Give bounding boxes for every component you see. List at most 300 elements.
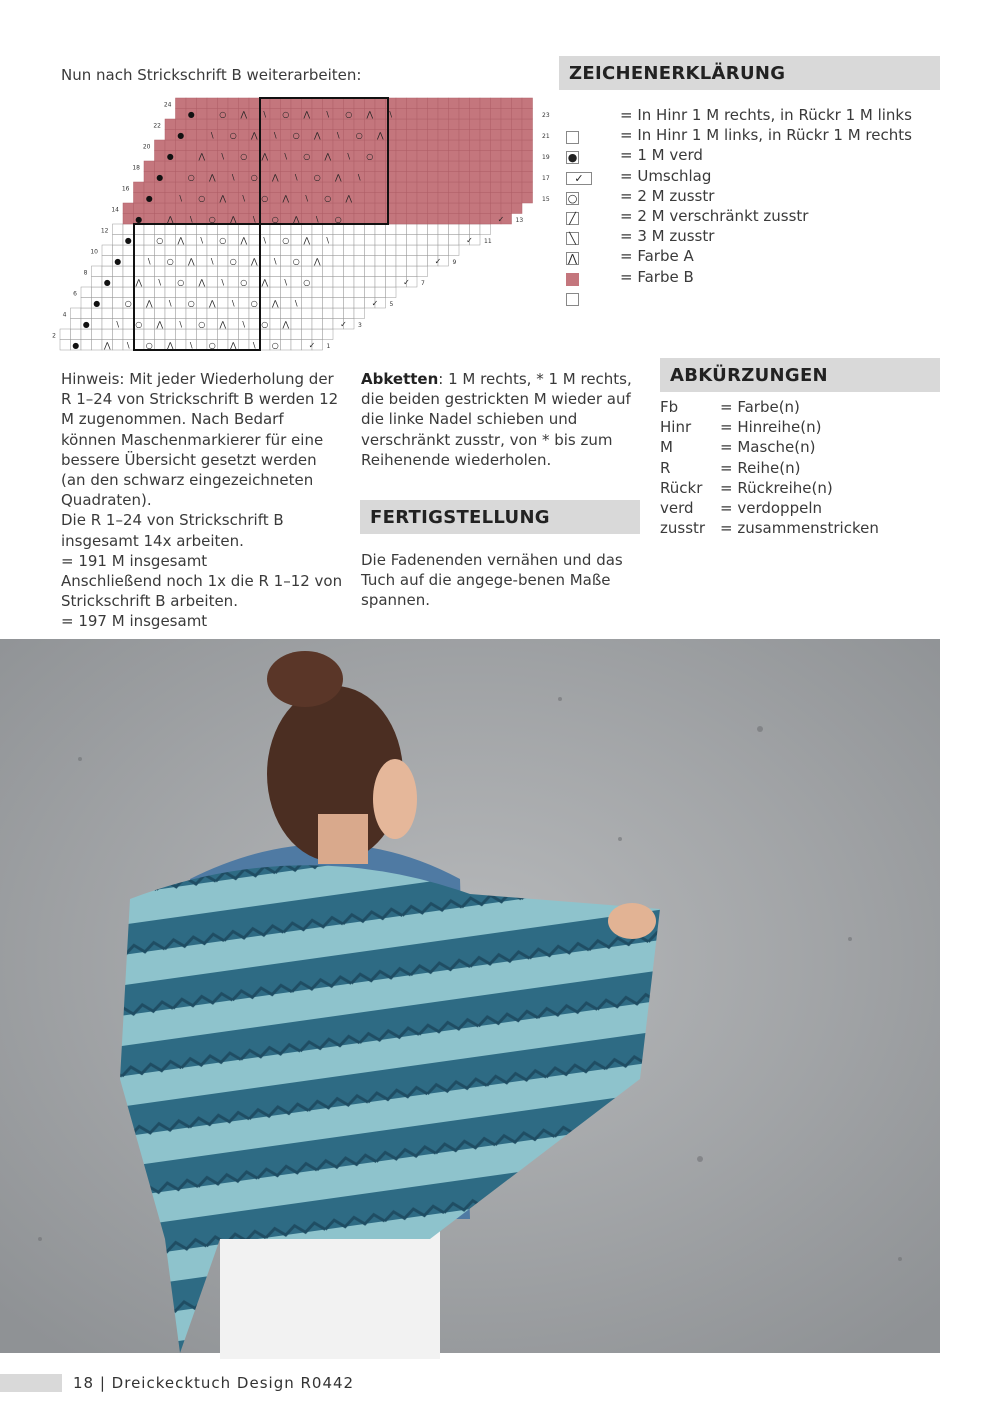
chart-cell: [417, 119, 428, 130]
chart-cell: [428, 245, 439, 256]
chart-cell: [123, 319, 134, 330]
chart-cell: [365, 277, 376, 288]
chart-cell: [312, 235, 323, 246]
chart-cell: [470, 119, 481, 130]
chart-cell: [291, 182, 302, 193]
chart-stitch-symbol: \: [210, 131, 214, 140]
chart-stitch-symbol: ●: [177, 131, 185, 140]
chart-cell: [165, 203, 176, 214]
footer-text: 18 | Dreickecktuch Design R0442: [73, 1374, 355, 1392]
abbr-definition: = Masche(n): [720, 438, 816, 457]
chart-cell: [281, 214, 292, 225]
legend-text: = In Hinr 1 M links, in Rückr 1 M rechts: [620, 126, 912, 145]
chart-cell: [270, 329, 281, 340]
chart-row-label: 1: [326, 343, 331, 350]
chart-cell: [449, 235, 460, 246]
chart-cell: [113, 308, 124, 319]
chart-stitch-symbol: ●: [135, 215, 143, 224]
chart-cell: [354, 193, 365, 204]
chart-cell: [291, 203, 302, 214]
chart-row-label: 19: [542, 154, 550, 161]
chart-cell: [155, 140, 166, 151]
chart-cell: [218, 308, 229, 319]
chart-cell: [239, 203, 250, 214]
chart-cell: [291, 235, 302, 246]
chart-cell: [396, 193, 407, 204]
chart-cell: [113, 224, 124, 235]
chart-cell: [176, 298, 187, 309]
chart-cell: [155, 214, 166, 225]
chart-cell: [218, 266, 229, 277]
chart-cell: [134, 245, 145, 256]
chart-cell: [480, 172, 491, 183]
chart-cell: [470, 193, 481, 204]
chart-cell: [102, 287, 113, 298]
chart-cell: [480, 151, 491, 162]
chart-stitch-symbol: ⋀: [324, 152, 332, 161]
chart-stitch-symbol: \: [200, 236, 204, 245]
chart-cell: [239, 140, 250, 151]
chart-cell: [176, 182, 187, 193]
chart-cell: [312, 329, 323, 340]
chart-cell: [459, 172, 470, 183]
chart-cell: [144, 235, 155, 246]
chart-cell: [134, 308, 145, 319]
chart-cell: [270, 319, 281, 330]
chart-cell: [470, 182, 481, 193]
chart-cell: [291, 224, 302, 235]
chart-cell: [312, 224, 323, 235]
hinweis-line: = 197 M insgesamt: [61, 612, 208, 631]
chart-stitch-symbol: ✓: [308, 341, 316, 350]
chart-stitch-symbol: ○: [187, 299, 195, 308]
chart-cell: [239, 308, 250, 319]
chart-cell: [470, 98, 481, 109]
chart-stitch-symbol: ○: [334, 215, 342, 224]
chart-stitch-symbol: ⋀: [261, 152, 269, 161]
abketten-text: [361, 369, 641, 470]
chart-cell: [144, 308, 155, 319]
chart-cell: [438, 172, 449, 183]
chart-cell: [270, 98, 281, 109]
chart-cell: [176, 329, 187, 340]
chart-cell: [92, 319, 103, 330]
chart-intro: Nun nach Strickschrift B weiterarbeiten:: [61, 66, 362, 84]
chart-cell: [365, 172, 376, 183]
chart-cell: [407, 98, 418, 109]
hinweis-line: bessere Übersicht gesetzt werden: [61, 450, 317, 469]
chart-cell: [207, 161, 218, 172]
chart-cell: [239, 161, 250, 172]
chart-stitch-symbol: ●: [103, 278, 111, 287]
chart-stitch-symbol: ⋀: [208, 299, 216, 308]
chart-stitch-symbol: \: [252, 215, 256, 224]
chart-cell: [375, 119, 386, 130]
chart-cell: [197, 203, 208, 214]
chart-stitch-symbol: ○: [355, 131, 363, 140]
chart-stitch-symbol: ⋀: [271, 299, 279, 308]
chart-cell: [396, 172, 407, 183]
chart-cell: [365, 161, 376, 172]
chart-cell: [312, 119, 323, 130]
chart-stitch-symbol: ○: [229, 131, 237, 140]
chart-cell: [354, 308, 365, 319]
chart-cell: [291, 193, 302, 204]
chart-cell: [470, 203, 481, 214]
chart-cell: [207, 235, 218, 246]
chart-stitch-symbol: ○: [135, 320, 143, 329]
chart-cell: [302, 172, 313, 183]
abketten-line-5: Reihenende wiederholen.: [361, 450, 552, 469]
chart-cell: [449, 172, 460, 183]
chart-cell: [270, 277, 281, 288]
chart-cell: [344, 256, 355, 267]
chart-cell: [228, 140, 239, 151]
chart-cell: [491, 182, 502, 193]
chart-cell: [333, 109, 344, 120]
chart-cell: [123, 266, 134, 277]
chart-cell: [407, 182, 418, 193]
chart-cell: [396, 130, 407, 141]
chart-row-label: 11: [484, 238, 492, 245]
chart-stitch-symbol: \: [347, 152, 351, 161]
chart-stitch-symbol: ○: [303, 152, 311, 161]
chart-stitch-symbol: ⋀: [187, 257, 195, 266]
chart-cell: [459, 151, 470, 162]
abbr-term: R: [660, 458, 671, 477]
chart-stitch-symbol: ○: [156, 236, 164, 245]
chart-cell: [176, 161, 187, 172]
chart-cell: [428, 224, 439, 235]
chart-cell: [501, 98, 512, 109]
chart-cell: [344, 308, 355, 319]
chart-cell: [396, 256, 407, 267]
chart-stitch-symbol: \: [210, 257, 214, 266]
chart-cell: [386, 245, 397, 256]
chart-cell: [92, 308, 103, 319]
chart-stitch-symbol: ⋀: [219, 194, 227, 203]
chart-cell: [270, 235, 281, 246]
chart-stitch-symbol: ⋀: [334, 173, 342, 182]
chart-cell: [407, 214, 418, 225]
chart-cell: [176, 256, 187, 267]
chart-stitch-symbol: \: [273, 131, 277, 140]
chart-cell: [491, 203, 502, 214]
chart-cell: [165, 130, 176, 141]
chart-cell: [344, 98, 355, 109]
chart-cell: [218, 298, 229, 309]
chart-cell: [281, 119, 292, 130]
chart-cell: [354, 98, 365, 109]
chart-cell: [71, 308, 82, 319]
chart-cell: [323, 119, 334, 130]
chart-cell: [470, 224, 481, 235]
chart-cell: [344, 161, 355, 172]
chart-cell: [344, 287, 355, 298]
chart-cell: [333, 235, 344, 246]
chart-cell: [176, 172, 187, 183]
chart-cell: [228, 266, 239, 277]
shawl-photo: [0, 639, 940, 1353]
chart-stitch-symbol: \: [326, 236, 330, 245]
chart-stitch-symbol: ●: [93, 299, 101, 308]
chart-cell: [417, 130, 428, 141]
chart-cell: [344, 182, 355, 193]
chart-cell: [312, 245, 323, 256]
chart-stitch-symbol: ○: [292, 131, 300, 140]
chart-cell: [354, 214, 365, 225]
chart-stitch-symbol: \: [252, 341, 256, 350]
chart-cell: [417, 214, 428, 225]
chart-cell: [512, 151, 523, 162]
chart-cell: [260, 119, 271, 130]
chart-cell: [428, 203, 439, 214]
chart-stitch-symbol: ⋀: [229, 215, 237, 224]
chart-stitch-symbol: ○: [240, 152, 248, 161]
chart-stitch-symbol: \: [189, 341, 193, 350]
chart-row-label: 18: [132, 164, 140, 172]
chart-cell: [459, 98, 470, 109]
chart-cell: [333, 140, 344, 151]
chart-cell: [155, 161, 166, 172]
chart-cell: [144, 172, 155, 183]
chart-cell: [312, 98, 323, 109]
chart-cell: [386, 277, 397, 288]
chart-cell: [207, 245, 218, 256]
chart-cell: [312, 308, 323, 319]
chart-cell: [323, 161, 334, 172]
chart-cell: [323, 172, 334, 183]
chart-cell: [302, 224, 313, 235]
chart-cell: [165, 193, 176, 204]
chart-cell: [249, 98, 260, 109]
chart-stitch-symbol: ○: [261, 320, 269, 329]
chart-stitch-symbol: \: [189, 215, 193, 224]
chart-cell: [491, 98, 502, 109]
chart-cell: [197, 172, 208, 183]
chart-cell: [228, 308, 239, 319]
chart-cell: [449, 203, 460, 214]
chart-cell: [302, 308, 313, 319]
chart-cell: [333, 287, 344, 298]
chart-cell: [522, 109, 533, 120]
chart-cell: [512, 109, 523, 120]
chart-cell: [228, 182, 239, 193]
chart-stitch-symbol: ○: [177, 278, 185, 287]
chart-cell: [113, 287, 124, 298]
chart-cell: [249, 161, 260, 172]
chart-cell: [312, 319, 323, 330]
chart-cell: [323, 266, 334, 277]
chart-cell: [501, 193, 512, 204]
chart-cell: [344, 266, 355, 277]
chart-cell: [333, 266, 344, 277]
chart-cell: [176, 340, 187, 351]
chart-cell: [396, 119, 407, 130]
chart-cell: [470, 109, 481, 120]
chart-cell: [302, 119, 313, 130]
chart-cell: [438, 98, 449, 109]
chart-cell: [459, 109, 470, 120]
chart-stitch-symbol: ⋀: [303, 236, 311, 245]
chart-cell: [281, 340, 292, 351]
chart-cell: [512, 172, 523, 183]
chart-cell: [281, 266, 292, 277]
chart-row-label: 15: [542, 196, 550, 203]
chart-cell: [407, 161, 418, 172]
chart-cell: [239, 287, 250, 298]
chart-cell: [323, 319, 334, 330]
chart-cell: [323, 214, 334, 225]
chart-cell: [407, 235, 418, 246]
chart-cell: [207, 182, 218, 193]
chart-cell: [228, 98, 239, 109]
chart-cell: [396, 98, 407, 109]
chart-cell: [312, 203, 323, 214]
chart-stitch-symbol: \: [294, 299, 298, 308]
chart-cell: [281, 245, 292, 256]
chart-cell: [197, 340, 208, 351]
chart-cell: [155, 151, 166, 162]
chart-cell: [501, 109, 512, 120]
chart-cell: [260, 308, 271, 319]
chart-cell: [92, 277, 103, 288]
abketten-line-2: die beiden gestrickten M wieder auf: [361, 390, 631, 409]
chart-cell: [312, 161, 323, 172]
chart-cell: [407, 119, 418, 130]
chart-cell: [417, 203, 428, 214]
chart-cell: [260, 203, 271, 214]
chart-stitch-symbol: ○: [250, 173, 258, 182]
chart-cell: [449, 245, 460, 256]
chart-cell: [344, 140, 355, 151]
chart-cell: [407, 130, 418, 141]
chart-cell: [428, 161, 439, 172]
chart-cell: [396, 245, 407, 256]
chart-cell: [312, 109, 323, 120]
chart-stitch-symbol: ⋀: [250, 257, 258, 266]
legend-symbol-empty: [566, 293, 579, 306]
chart-cell: [375, 224, 386, 235]
fertig-line-3: spannen.: [361, 591, 431, 610]
chart-cell: [186, 235, 197, 246]
chart-cell: [365, 98, 376, 109]
chart-cell: [186, 130, 197, 141]
legend-text: = In Hinr 1 M rechts, in Rückr 1 M links: [620, 106, 912, 124]
hinweis-line: = 191 M insgesamt: [61, 551, 208, 570]
abketten-line-1: : 1 M rechts, * 1 M rechts,: [438, 370, 632, 388]
chart-cell: [186, 193, 197, 204]
chart-cell: [407, 256, 418, 267]
chart-cell: [354, 298, 365, 309]
chart-cell: [312, 151, 323, 162]
chart-cell: [155, 224, 166, 235]
chart-cell: [291, 319, 302, 330]
chart-stitch-symbol: ⋀: [166, 215, 174, 224]
chart-stitch-symbol: ✓: [434, 257, 442, 266]
chart-cell: [291, 109, 302, 120]
chart-cell: [344, 203, 355, 214]
chart-cell: [281, 161, 292, 172]
chart-cell: [260, 245, 271, 256]
chart-cell: [113, 340, 124, 351]
chart-cell: [491, 161, 502, 172]
chart-cell: [270, 182, 281, 193]
chart-cell: [354, 266, 365, 277]
chart-cell: [92, 340, 103, 351]
chart-cell: [480, 140, 491, 151]
chart-cell: [281, 98, 292, 109]
chart-row-label: 21: [542, 133, 550, 140]
chart-cell: [312, 193, 323, 204]
chart-cell: [375, 277, 386, 288]
chart-cell: [228, 203, 239, 214]
chart-cell: [333, 245, 344, 256]
chart-stitch-symbol: ○: [219, 110, 227, 119]
chart-cell: [522, 182, 533, 193]
chart-row-label: 8: [83, 269, 88, 277]
chart-cell: [354, 119, 365, 130]
chart-cell: [228, 235, 239, 246]
hinweis-line: M zugenommen. Nach Bedarf: [61, 410, 284, 429]
chart-cell: [281, 329, 292, 340]
chart-cell: [459, 119, 470, 130]
chart-cell: [218, 245, 229, 256]
chart-cell: [249, 319, 260, 330]
chart-cell: [81, 298, 92, 309]
chart-stitch-symbol: ✓: [371, 299, 379, 308]
chart-cell: [428, 130, 439, 141]
chart-cell: [375, 266, 386, 277]
chart-stitch-symbol: \: [147, 257, 151, 266]
chart-cell: [491, 151, 502, 162]
chart-cell: [239, 130, 250, 141]
chart-cell: [197, 224, 208, 235]
chart-cell: [123, 214, 134, 225]
chart-stitch-symbol: ○: [250, 299, 258, 308]
chart-stitch-symbol: \: [221, 152, 225, 161]
legend-text: = Farbe B: [620, 267, 694, 286]
fertig-line-2: Tuch auf die angege-benen Maße: [361, 571, 611, 590]
chart-cell: [428, 235, 439, 246]
chart-stitch-symbol: ○: [229, 257, 237, 266]
chart-cell: [228, 287, 239, 298]
chart-cell: [165, 245, 176, 256]
chart-cell: [375, 109, 386, 120]
chart-row-label: 5: [389, 301, 394, 308]
chart-cell: [312, 140, 323, 151]
chart-cell: [417, 193, 428, 204]
chart-cell: [522, 161, 533, 172]
chart-cell: [396, 151, 407, 162]
chart-cell: [302, 203, 313, 214]
chart-stitch-symbol: ⋀: [177, 236, 185, 245]
chart-cell: [428, 172, 439, 183]
chart-cell: [407, 266, 418, 277]
chart-cell: [375, 214, 386, 225]
chart-cell: [291, 308, 302, 319]
chart-stitch-symbol: ⋀: [303, 110, 311, 119]
chart-cell: [438, 203, 449, 214]
chart-cell: [354, 151, 365, 162]
chart-cell: [354, 224, 365, 235]
chart-stitch-symbol: \: [305, 194, 309, 203]
abbr-term: Fb: [660, 398, 679, 416]
chart-cell: [354, 109, 365, 120]
chart-cell: [102, 245, 113, 256]
chart-cell: [102, 298, 113, 309]
chart-stitch-symbol: ●: [72, 341, 80, 350]
